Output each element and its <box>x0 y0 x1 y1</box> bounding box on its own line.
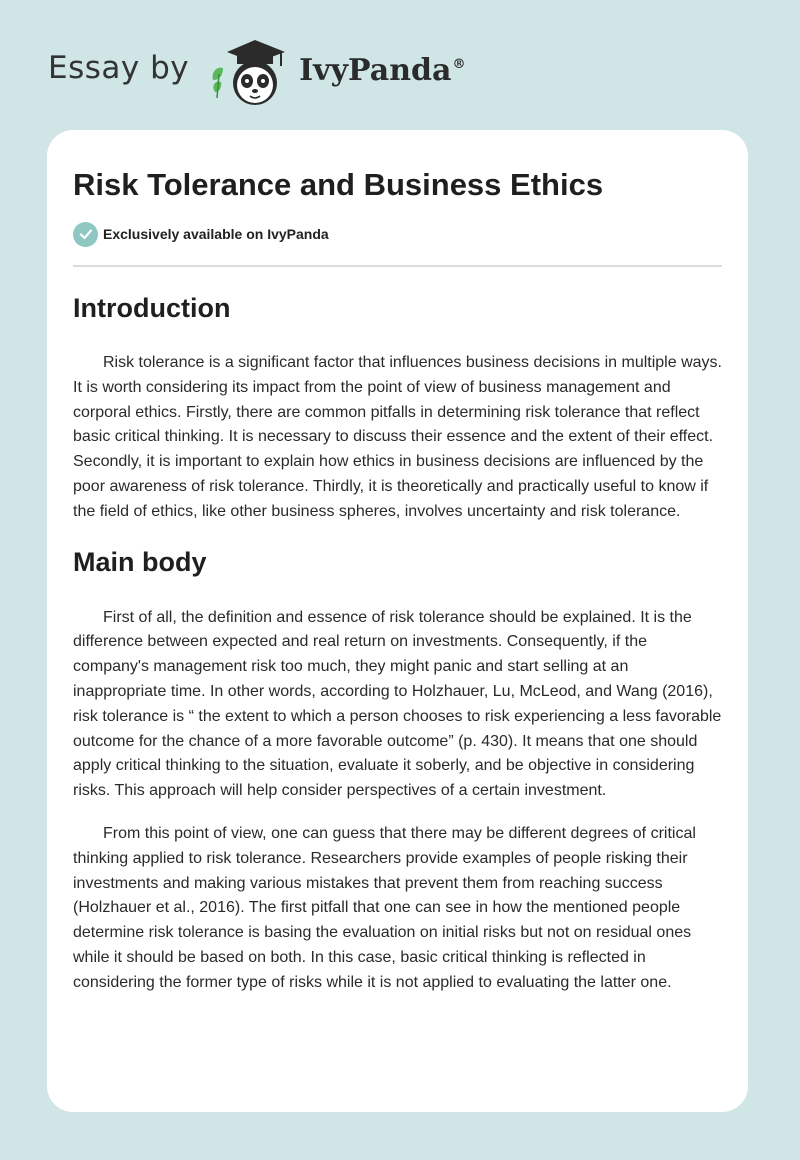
section-heading-main-body: Main body <box>73 546 207 577</box>
panda-logo-icon[interactable] <box>207 36 293 108</box>
exclusive-badge <box>73 220 722 248</box>
check-circle-icon <box>73 222 98 247</box>
exclusive-label: Exclusively available on IvyPanda <box>103 226 329 242</box>
divider <box>73 265 722 267</box>
essay-card <box>47 130 748 1112</box>
section-heading-introduction: Introduction <box>73 293 231 323</box>
paragraph: Risk tolerance is a significant factor that influences business decisions in multiple ways. It is worth considering its impact from the point of view of business management and corporal ethics. Firstly, there are common pitfalls in determining risk tolerance that reflect basic critical thinking. It is necessary to discuss their essence and the extent of their effect. Secondly, it is important to explain how ethics in business decisions are influenced by the poor awareness of risk tolerance. Thirdly, it is theoretically and practically useful to know if the field of ethics, like other business spheres, involves uncertainty and risk tolerance. <box>73 354 722 520</box>
brand-name[interactable]: IvyPanda® <box>299 52 466 88</box>
essay-by-label: Essay by <box>48 50 190 86</box>
paragraph: First of all, the definition and essence of risk tolerance should be explained. It is the difference between expected and real return on investments. Consequently, if the company's management risk too much, they might panic and start selling at an inappropriate time. In other words, according to Holzhauer, Lu, McLeod, and Wang (2016), risk tolerance is “ the extent to which a person chooses to risk experiencing a less favorable outcome for the chance of a more favorable outcome” (p. 430). It means that one should apply critical thinking to the situation, evaluate it soberly, and be objective in considering risks. This approach will help consider perspectives of a certain investment. <box>73 608 722 800</box>
paragraph: From this point of view, one can guess that there may be different degrees of critical thinking applied to risk tolerance. Researchers provide examples of people risking their investments and making various mistakes that prevent them from reaching success (Holzhauer et al., 2016). The first pitfall that one can see in how the mentioned people determine risk tolerance is basing the evaluation on initial risks but not on residual ones while it should be based on both. In this case, basic critical thinking is reflected in considering the former type of risks while it is not applied to evaluating the latter one. <box>73 824 696 991</box>
site-header <box>48 36 465 108</box>
page-title: Risk Tolerance and Business Ethics <box>73 167 604 202</box>
